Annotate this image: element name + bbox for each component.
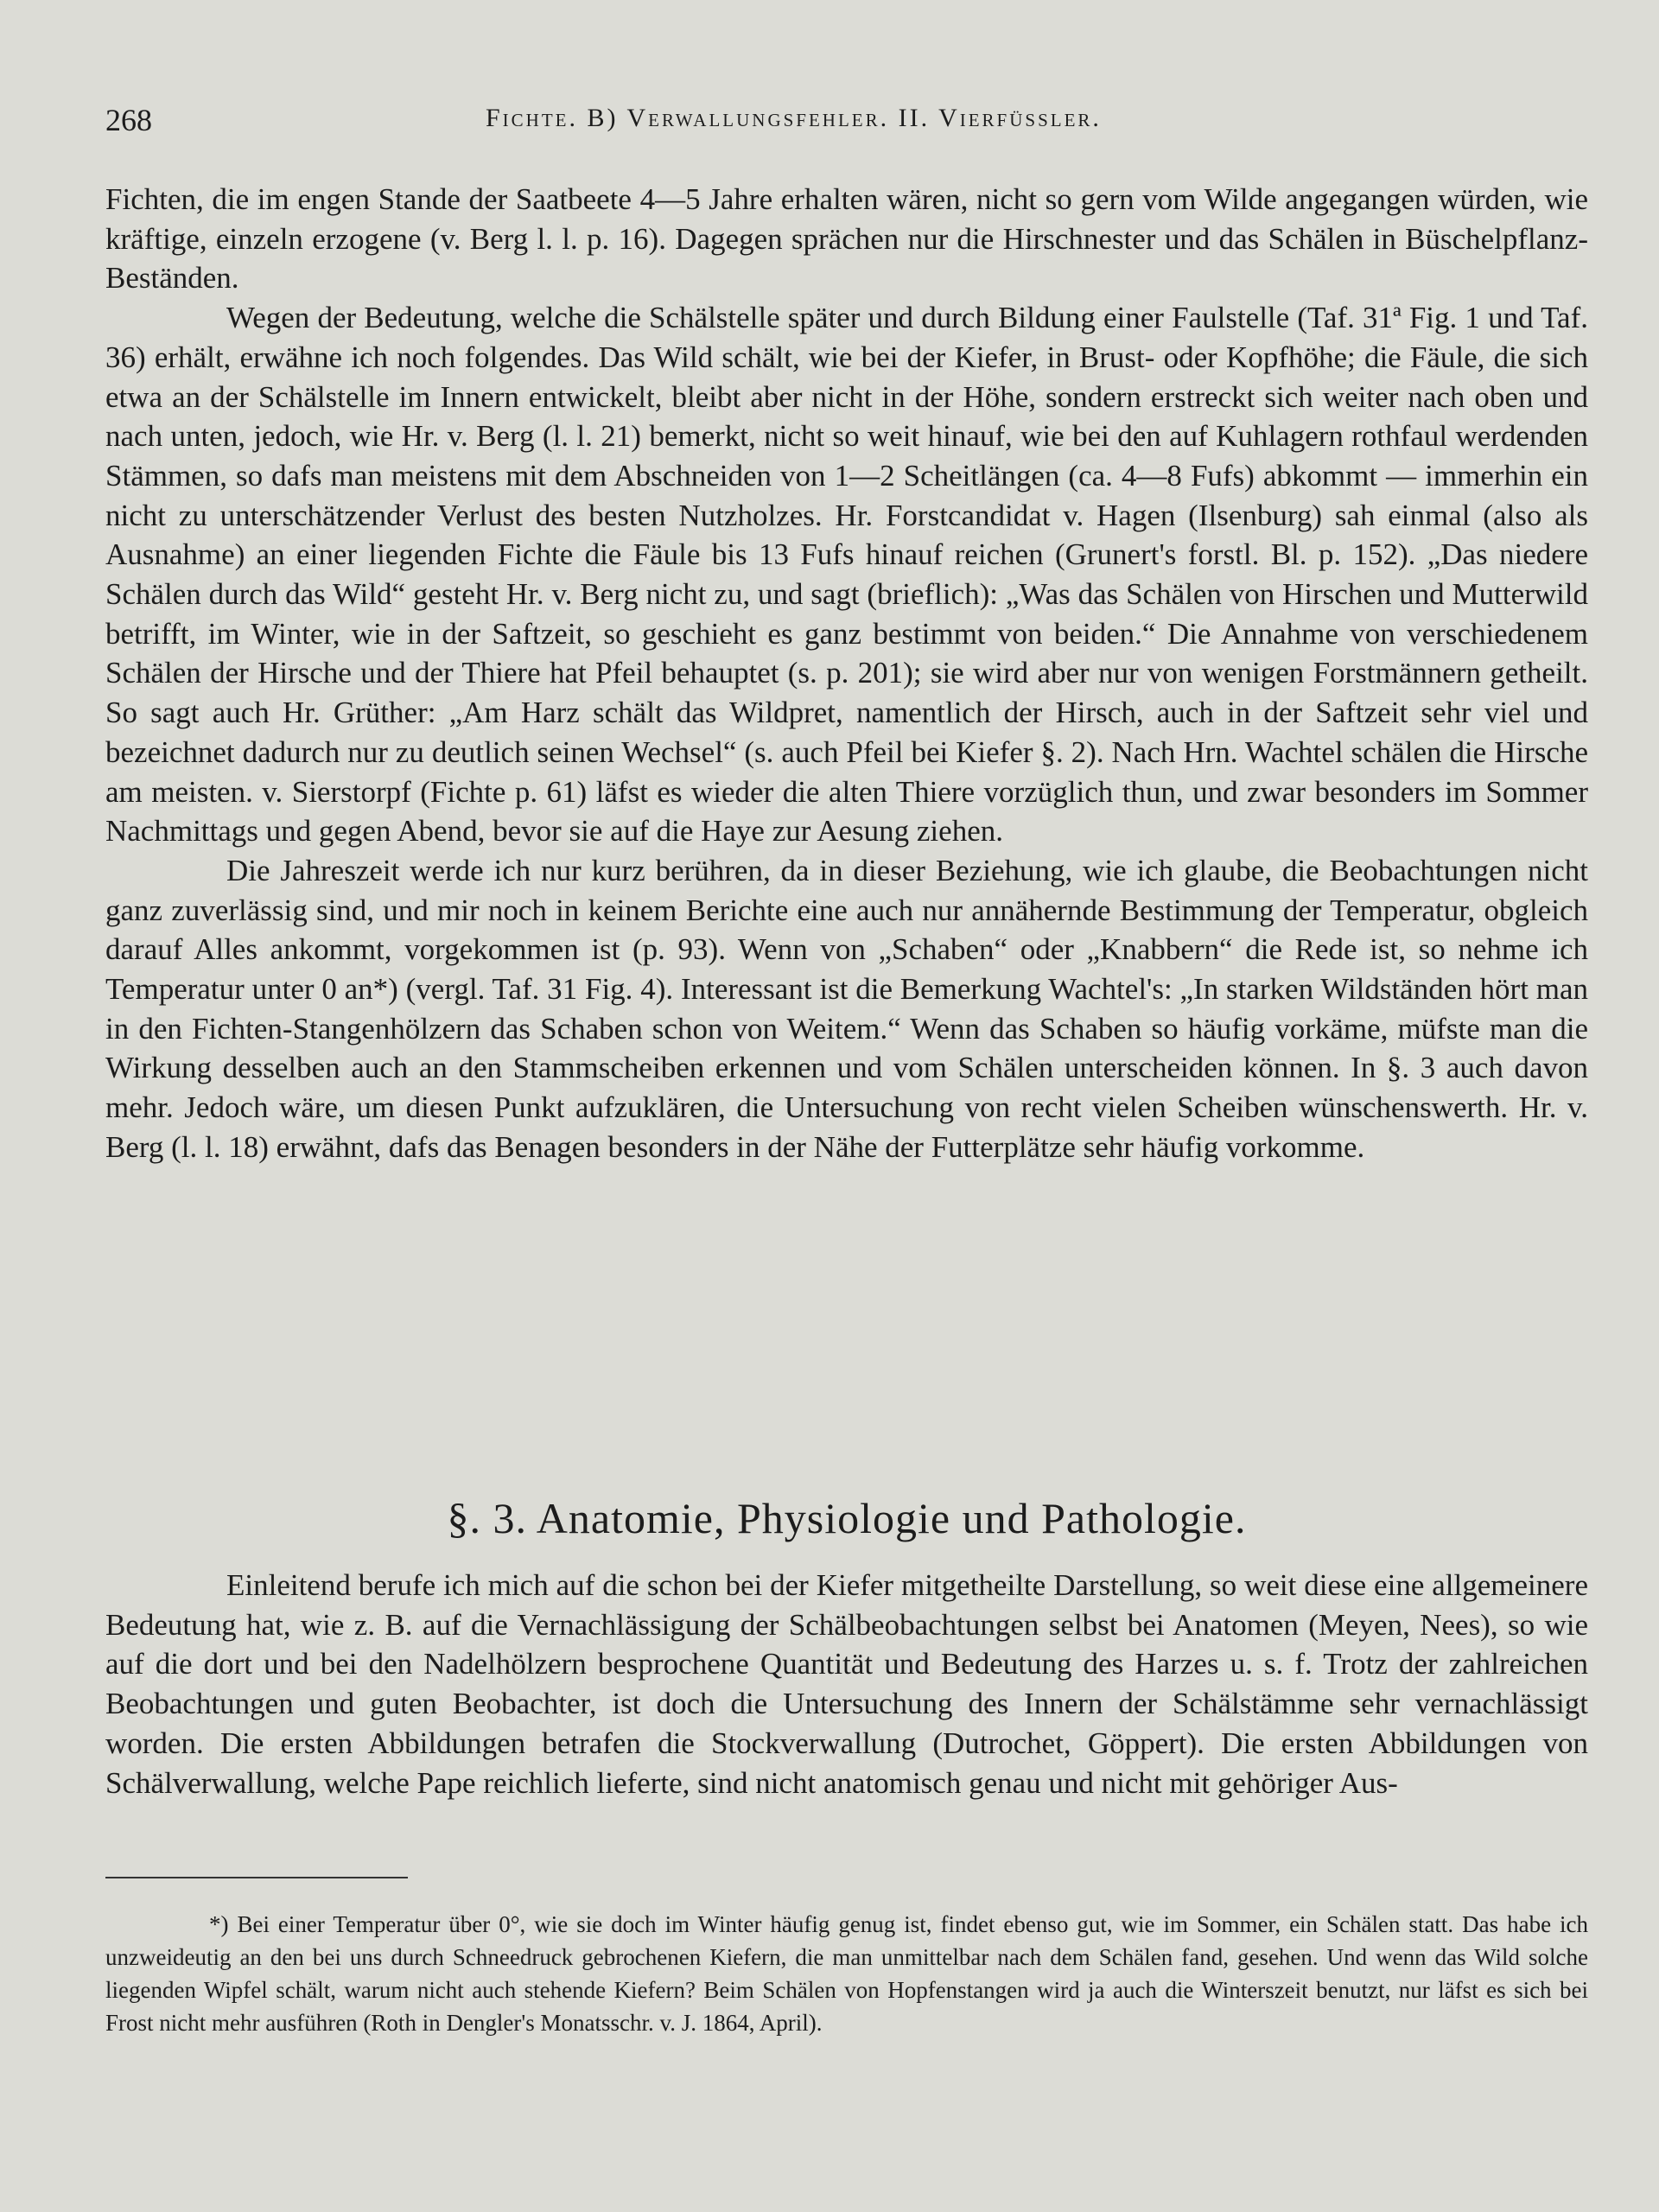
section-heading: §. 3. Anatomie, Physiologie und Pathologie. [447,1494,1247,1542]
main-text [105,180,1588,1167]
page-header [105,102,1574,145]
paragraph-bedeutung: Wegen der Bedeutung, welche die Schälstelle später und durch Bildung einer Faulstelle (Taf. 31ª Fig. 1 und Taf. 36) erhält, erwähne ich noch folgendes. Das Wild schält, wie bei der Kiefer, in Brust- oder Kopfhöhe; die Fäule, die sich etwa an der Schälstelle im Innern entwickelt, bleibt aber nicht in der Höhe, sondern erstreckt sich weiter nach oben und nach unten, jedoch, wie Hr. v. Berg (l. l. 21) bemerkt, nicht so weit hinauf, wie bei den auf Kuhlagern rothfaul werdenden Stämmen, so dafs man meistens mit dem Abschneiden von 1—2 Scheitlängen (ca. 4—8 Fufs) abkommt — immerhin ein nicht zu unterschätzender Verlust des besten Nutzholzes. Hr. Forstcandidat v. Hagen (Ilsenburg) sah einmal (also als Ausnahme) an einer liegenden Fichte die Fäule bis 13 Fufs hinauf reichen (Grunert's forstl. Bl. p. 152). „Das niedere Schälen durch das Wild“ gesteht Hr. v. Berg nicht zu, und sagt (brieflich): „Was das Schälen von Hirschen und Mutterwild betrifft, im Winter, wie in der Saftzeit, so geschieht es ganz bestimmt von beiden.“ Die Annahme von verschiedenem Schälen der Hirsche und der Thiere hat Pfeil behauptet (s. p. 201); sie wird aber nur von wenigen Forstmännern getheilt. So sagt auch Hr. Grüther: „Am Harz schält das Wildpret, namentlich der Hirsch, auch in der Saftzeit sehr viel und bezeichnet dadurch nur zu deutlich seinen Wechsel“ (s. auch Pfeil bei Kiefer §. 2). Nach Hrn. Wachtel schälen die Hirsche am meisten. v. Sierstorpf (Fichte p. 61) läfst es wieder die alten Thiere vorzüglich thun, und zwar besonders im Sommer Nachmittags und gegen Abend, bevor sie auf die Haye zur Aesung ziehen. [105,301,1588,849]
footnote-divider [105,1877,408,1878]
footnote: *) Bei einer Temperatur über 0°, wie sie doch im Winter häufig genug ist, findet ebenso gut, wie im Sommer, ein Schälen statt. Das habe ich unzweideutig an den bei uns durch Schneedruck gebrochenen Kiefern, die man unmittelbar nach dem Schälen fand, gesehen. Und wenn das Wild solche liegenden Wipfel schält, warum nicht auch stehende Kiefern? Beim Schälen von Hopfenstangen wird ja auch die Winterszeit benutzt, nur läfst es sich bei Frost nicht mehr ausführen (Roth in Dengler's Monatsschr. v. J. 1864, April). [105,1911,1588,2036]
running-head: Fichte. B) Verwallungsfehler. II. Vierfüssler. [486,104,1102,132]
paragraph-jahreszeit: Die Jahreszeit werde ich nur kurz berühren, da in dieser Beziehung, wie ich glaube, die Beobachtungen nicht ganz zuverlässig sind, und mir noch in keinem Berichte eine auch nur annähernde Bestimmung der Temperatur, obgleich darauf Alles ankommt, vorgekommen ist (p. 93). Wenn von „Schaben“ oder „Knabbern“ die Rede ist, so nehme ich Temperatur unter 0 an*) (vergl. Taf. 31 Fig. 4). Interessant ist die Bemerkung Wachtel's: „In starken Wildständen hört man in den Fichten-Stangenhölzern das Schaben schon von Weitem.“ Wenn das Schaben so häufig vorkäme, müfste man die Wirkung desselben auch an den Stammscheiben erkennen und vom Schälen unterscheiden können. In §. 3 auch davon mehr. Jedoch wäre, um diesen Punkt aufzuklären, die Untersuchung von recht vielen Scheiben wünschenswerth. Hr. v. Berg (l. l. 18) erwähnt, dafs das Benagen besonders in der Nähe der Futterplätze sehr häufig vorkomme. [105,853,1588,1164]
paragraph-einleitend: Einleitend berufe ich mich auf die schon bei der Kiefer mitgetheilte Darstellung, so weit diese eine allgemeinere Bedeutung hat, wie z. B. auf die Vernachlässigung der Schälbeobachtungen selbst bei Anatomen (Meyen, Nees), so wie auf die dort und bei den Nadelhölzern besprochene Quantität und Bedeutung des Harzes u. s. f. Trotz der zahlreichen Beobachtungen und guten Beobachter, ist doch die Untersuchung des Innern der Schälstämme sehr vernachlässigt worden. Die ersten Abbildungen betrafen die Stockverwallung (Dutrochet, Göppert). Die ersten Abbildungen von Schälverwallung, welche Pape reichlich lieferte, sind nicht anatomisch genau und nicht mit gehöriger Aus- [105,1568,1588,1800]
paragraph-continued: Fichten, die im engen Stande der Saatbeete 4—5 Jahre erhalten wären, nicht so gern vom Wilde angegangen würden, wie kräftige, einzeln erzogene (v. Berg l. l. p. 16). Dagegen sprächen nur die Hirschnester und das Schälen in Büschelpflanz-Beständen. [105,182,1588,296]
section-body [105,1566,1588,1802]
page-number: 268 [105,103,152,137]
